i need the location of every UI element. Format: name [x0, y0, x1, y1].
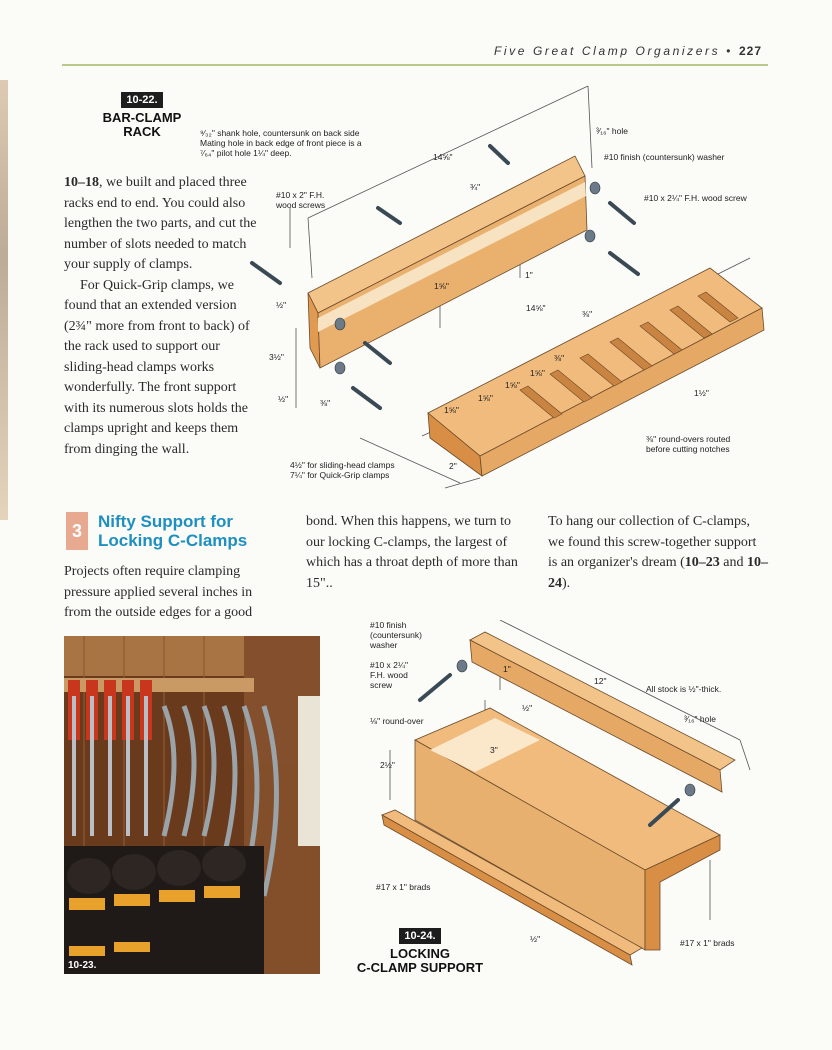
section-number-badge: 3 — [66, 512, 88, 550]
callout-washer-2-line-2: (countersunk) — [370, 630, 422, 640]
dim-one-inch: 1" — [525, 270, 533, 280]
fig-ref-10-24: 10–24 — [548, 555, 768, 591]
callout-roundovers — [646, 434, 730, 454]
callout-brads-right: #17 x 1" brads — [680, 938, 735, 948]
callout-washer-2-line-1: #10 finish — [370, 620, 407, 630]
section-3-col-3 — [548, 512, 768, 594]
fig-10-24-label — [348, 926, 492, 975]
callout-roundovers-1: ⅜" round-overs routed — [646, 434, 731, 444]
dim-two-half: 2½" — [380, 760, 395, 770]
page-edge-shadow — [0, 80, 8, 520]
callout-screw-2-line-1: #10 x 2¼" — [370, 660, 408, 670]
dim-slot-a: 1⅝" — [444, 405, 459, 415]
dim-one-inch-2: 1" — [503, 664, 511, 674]
dim-length-top: 14⅝" — [433, 152, 453, 162]
callout-shank-hole-line: ⁹⁄₃₂" shank hole, countersunk on back side — [200, 128, 360, 138]
callout-hole: ³⁄₁₆" hole — [596, 126, 628, 136]
section-title-1: Nifty Support for — [98, 512, 234, 531]
fig-ref-10-18: 10–18 — [64, 175, 99, 190]
dim-three-half: 3½" — [269, 352, 284, 362]
fig-10-24-title-2: C-CLAMP SUPPORT — [356, 960, 484, 975]
dim-slot-b: 1⅝" — [478, 393, 493, 403]
fig-10-22-label — [96, 90, 188, 139]
dim-half-a: ½" — [276, 300, 287, 310]
dim-half-b: ½" — [278, 394, 289, 404]
intro-p1-text: , we built and placed three racks end to end. You could also lengthen the two parts, and cut the number of slots needed to match your supply of clamps. — [64, 175, 257, 272]
callout-clamp-lengths — [290, 460, 395, 480]
page-number: 227 — [738, 44, 762, 58]
fig-10-24-tag: 10-24. — [399, 928, 440, 944]
dim-slot-c: 1⅝" — [505, 380, 520, 390]
callout-washer: #10 finish (countersunk) washer — [604, 152, 725, 162]
fig-10-22-title-1: BAR-CLAMP — [102, 110, 182, 125]
callout-brads-left: #17 x 1" brads — [376, 882, 431, 892]
callout-round-over: ⅛" round-over — [370, 716, 424, 726]
running-title — [494, 44, 762, 58]
clamp-rack-photo-illustration — [64, 636, 320, 974]
intro-paragraph-1 — [64, 173, 260, 276]
fig-10-24-title-1: LOCKING — [390, 946, 450, 961]
callout-wood-screws-2: wood screws — [276, 200, 326, 210]
section-3-col-2: bond. When this happens, we turn to our locking C-clamps, the largest of which has a throat depth of more than 15".. — [306, 514, 518, 591]
callout-screw-2 — [370, 660, 408, 690]
dim-three-quarter: ¾" — [470, 182, 481, 192]
intro-paragraph-2: For Quick-Grip clamps, we found that an extended version (2¾" more from front to back) of the rack used to support our sliding-head clamps works wonderfully. The front support with its numerous slots holds the clamps upright and keeps them from dinging the wall. — [64, 277, 250, 457]
callout-screw-2-line-2: F.H. wood — [370, 670, 408, 680]
callout-wood-screw: #10 x 2¼" F.H. wood screw — [644, 193, 747, 203]
col3-text-and: and — [719, 555, 747, 570]
dim-slot-d: 1⅝" — [530, 368, 545, 378]
header-rule — [62, 64, 768, 66]
callout-roundovers-2: before cutting notches — [646, 444, 730, 454]
callout-pilot-hole-line: ⁷⁄₆₄" pilot hole 1¼" deep. — [200, 148, 292, 158]
dim-two-inch: 2" — [449, 461, 457, 471]
section-3-col-1: Projects often require clamping pressure applied several inches in from the outside edges for a good — [64, 564, 253, 620]
dim-three-eighths-a: ⅜" — [582, 309, 593, 319]
running-title-text: Five Great Clamp Organizers — [493, 44, 721, 58]
dim-one-five-eighths: 1⅝" — [434, 281, 449, 291]
callout-mating-hole-line: Mating hole in back edge of front piece is a — [200, 138, 362, 148]
callout-wood-screws-1: #10 x 2" F.H. — [276, 190, 325, 200]
callout-sliding-head: 4½" for sliding-head clamps — [290, 460, 395, 470]
callout-screw-2-line-3: screw — [370, 680, 393, 690]
section-3-heading — [66, 512, 247, 550]
section-title-2: Locking C-Clamps — [98, 531, 248, 550]
running-header — [0, 42, 832, 72]
photo-tag: 10-23. — [68, 960, 97, 971]
dim-length-bottom: 14⅝" — [526, 303, 546, 313]
callout-hole-2: ³⁄₁₆" hole — [684, 714, 716, 724]
dim-three-eighths-c: ⅜" — [320, 398, 331, 408]
fig-ref-10-23: 10–23 — [684, 555, 720, 570]
dim-half-d: ½" — [530, 934, 541, 944]
col3-text-pre: To hang our collection of C-clamps, we found this screw-together support is an organizer's dream ( — [548, 514, 757, 570]
callout-washer-2-line-3: washer — [370, 640, 398, 650]
dim-half-c: ½" — [522, 703, 533, 713]
dim-three: 3" — [490, 745, 498, 755]
intro-text — [64, 173, 260, 460]
fig-10-22-title-2: RACK — [123, 124, 161, 139]
callout-shank-hole — [200, 128, 440, 158]
header-bullet: • — [726, 44, 733, 58]
callout-wood-screws — [276, 190, 325, 210]
dim-three-eighths-b: ⅜" — [554, 353, 565, 363]
fig-10-22-tag: 10-22. — [121, 92, 162, 108]
callout-all-stock: All stock is ½"-thick. — [646, 684, 722, 694]
dim-one-half-right: 1½" — [694, 388, 709, 398]
col3-text-post: ). — [562, 575, 571, 591]
callout-washer-2 — [370, 620, 422, 650]
clamp-rack-photo — [64, 636, 320, 974]
callout-quick-grip: 7¼" for Quick-Grip clamps — [290, 470, 390, 480]
dim-twelve: 12" — [594, 676, 607, 686]
